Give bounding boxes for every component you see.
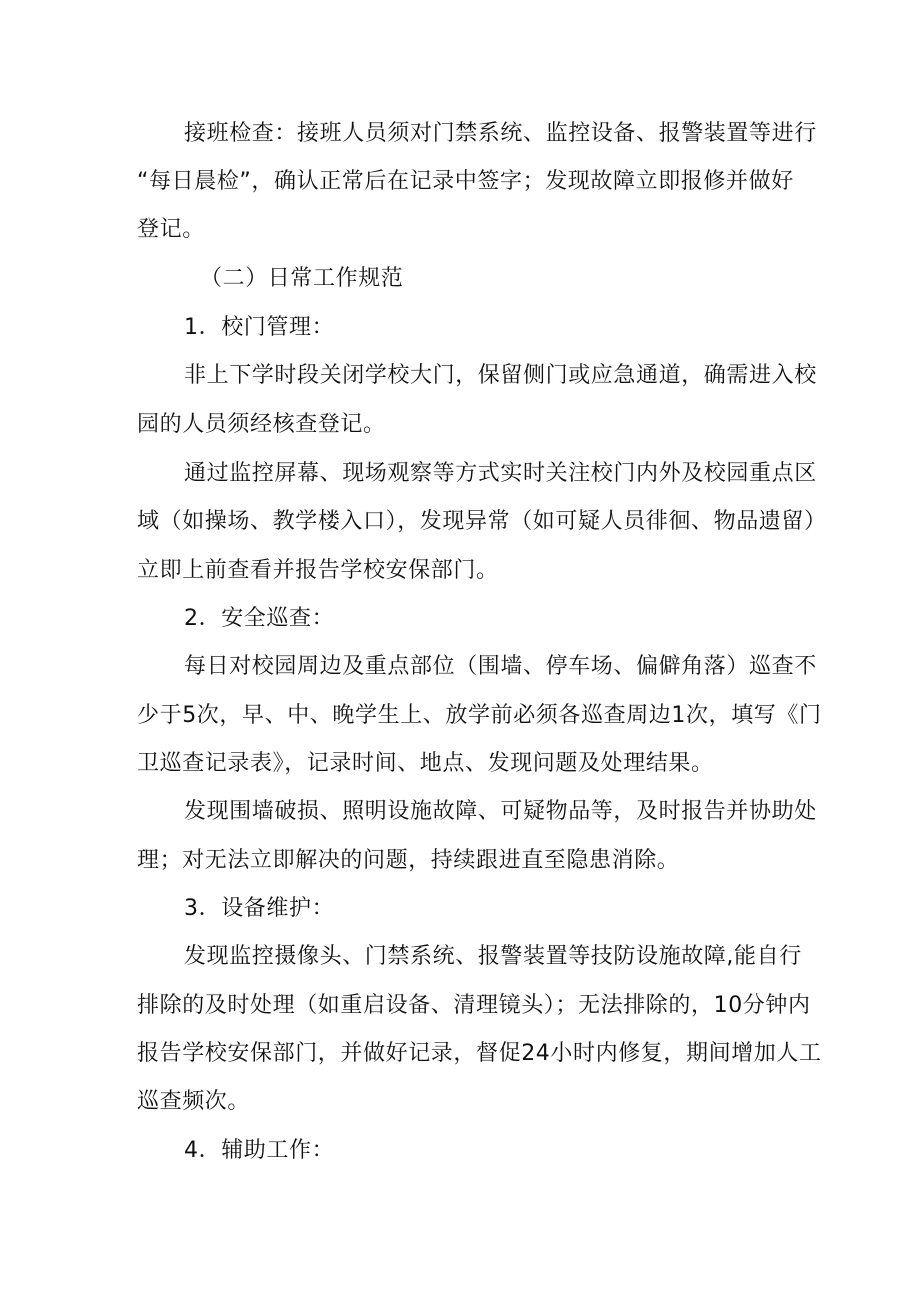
paragraph-line: 接班检查：接班人员须对门禁系统、监控设备、报警装置等进行 (184, 121, 817, 146)
paragraph-line: 发现监控摄像头、门禁系统、报警装置等技防设施故障,能自行 (184, 944, 802, 969)
paragraph-line: 卫巡查记录表》，记录时间、地点、发现问题及处理结果。 (137, 751, 714, 776)
paragraph-line: 报告学校安保部门，并做好记录，督促24小时内修复，期间增加人工 (137, 1041, 822, 1066)
subsection-heading: 3．设备维护： (184, 896, 335, 921)
paragraph-line: 巡查频次。 (137, 1089, 251, 1114)
paragraph-line: 通过监控屏幕、现场观察等方式实时关注校门内外及校园重点区 (184, 461, 817, 486)
paragraph-line: 域（如操场、教学楼入口），发现异常（如可疑人员徘徊、物品遗留） (137, 509, 827, 534)
subsection-heading: 2．安全巡查： (184, 606, 335, 631)
paragraph-line: 立即上前查看并报告学校安保部门。 (137, 558, 499, 583)
subsection-heading: 1．校门管理： (184, 315, 335, 340)
paragraph-line: 园的人员须经核查登记。 (137, 412, 386, 437)
paragraph-line: “每日晨检”，确认正常后在记录中签字；发现故障立即报修并做好 (137, 169, 794, 194)
paragraph-line: 少于5次，早、中、晚学生上、放学前必须各巡查周边1次，填写《门 (137, 703, 822, 728)
section-heading: （二）日常工作规范 (200, 266, 404, 291)
subsection-heading: 4．辅助工作： (184, 1138, 335, 1163)
paragraph-line: 登记。 (137, 217, 205, 242)
paragraph-line: 每日对校园周边及重点部位（围墙、停车场、偏僻角落）巡查不 (184, 654, 817, 679)
paragraph-line: 发现围墙破损、照明设施故障、可疑物品等，及时报告并协助处 (184, 799, 817, 824)
paragraph-line: 理；对无法立即解决的问题，持续跟进直至隐患消除。 (137, 848, 680, 873)
paragraph-line: 非上下学时段关闭学校大门，保留侧门或应急通道，确需进入校 (184, 363, 817, 388)
paragraph-line: 排除的及时处理（如重启设备、清理镜头）；无法排除的，10分钟内 (137, 993, 811, 1018)
